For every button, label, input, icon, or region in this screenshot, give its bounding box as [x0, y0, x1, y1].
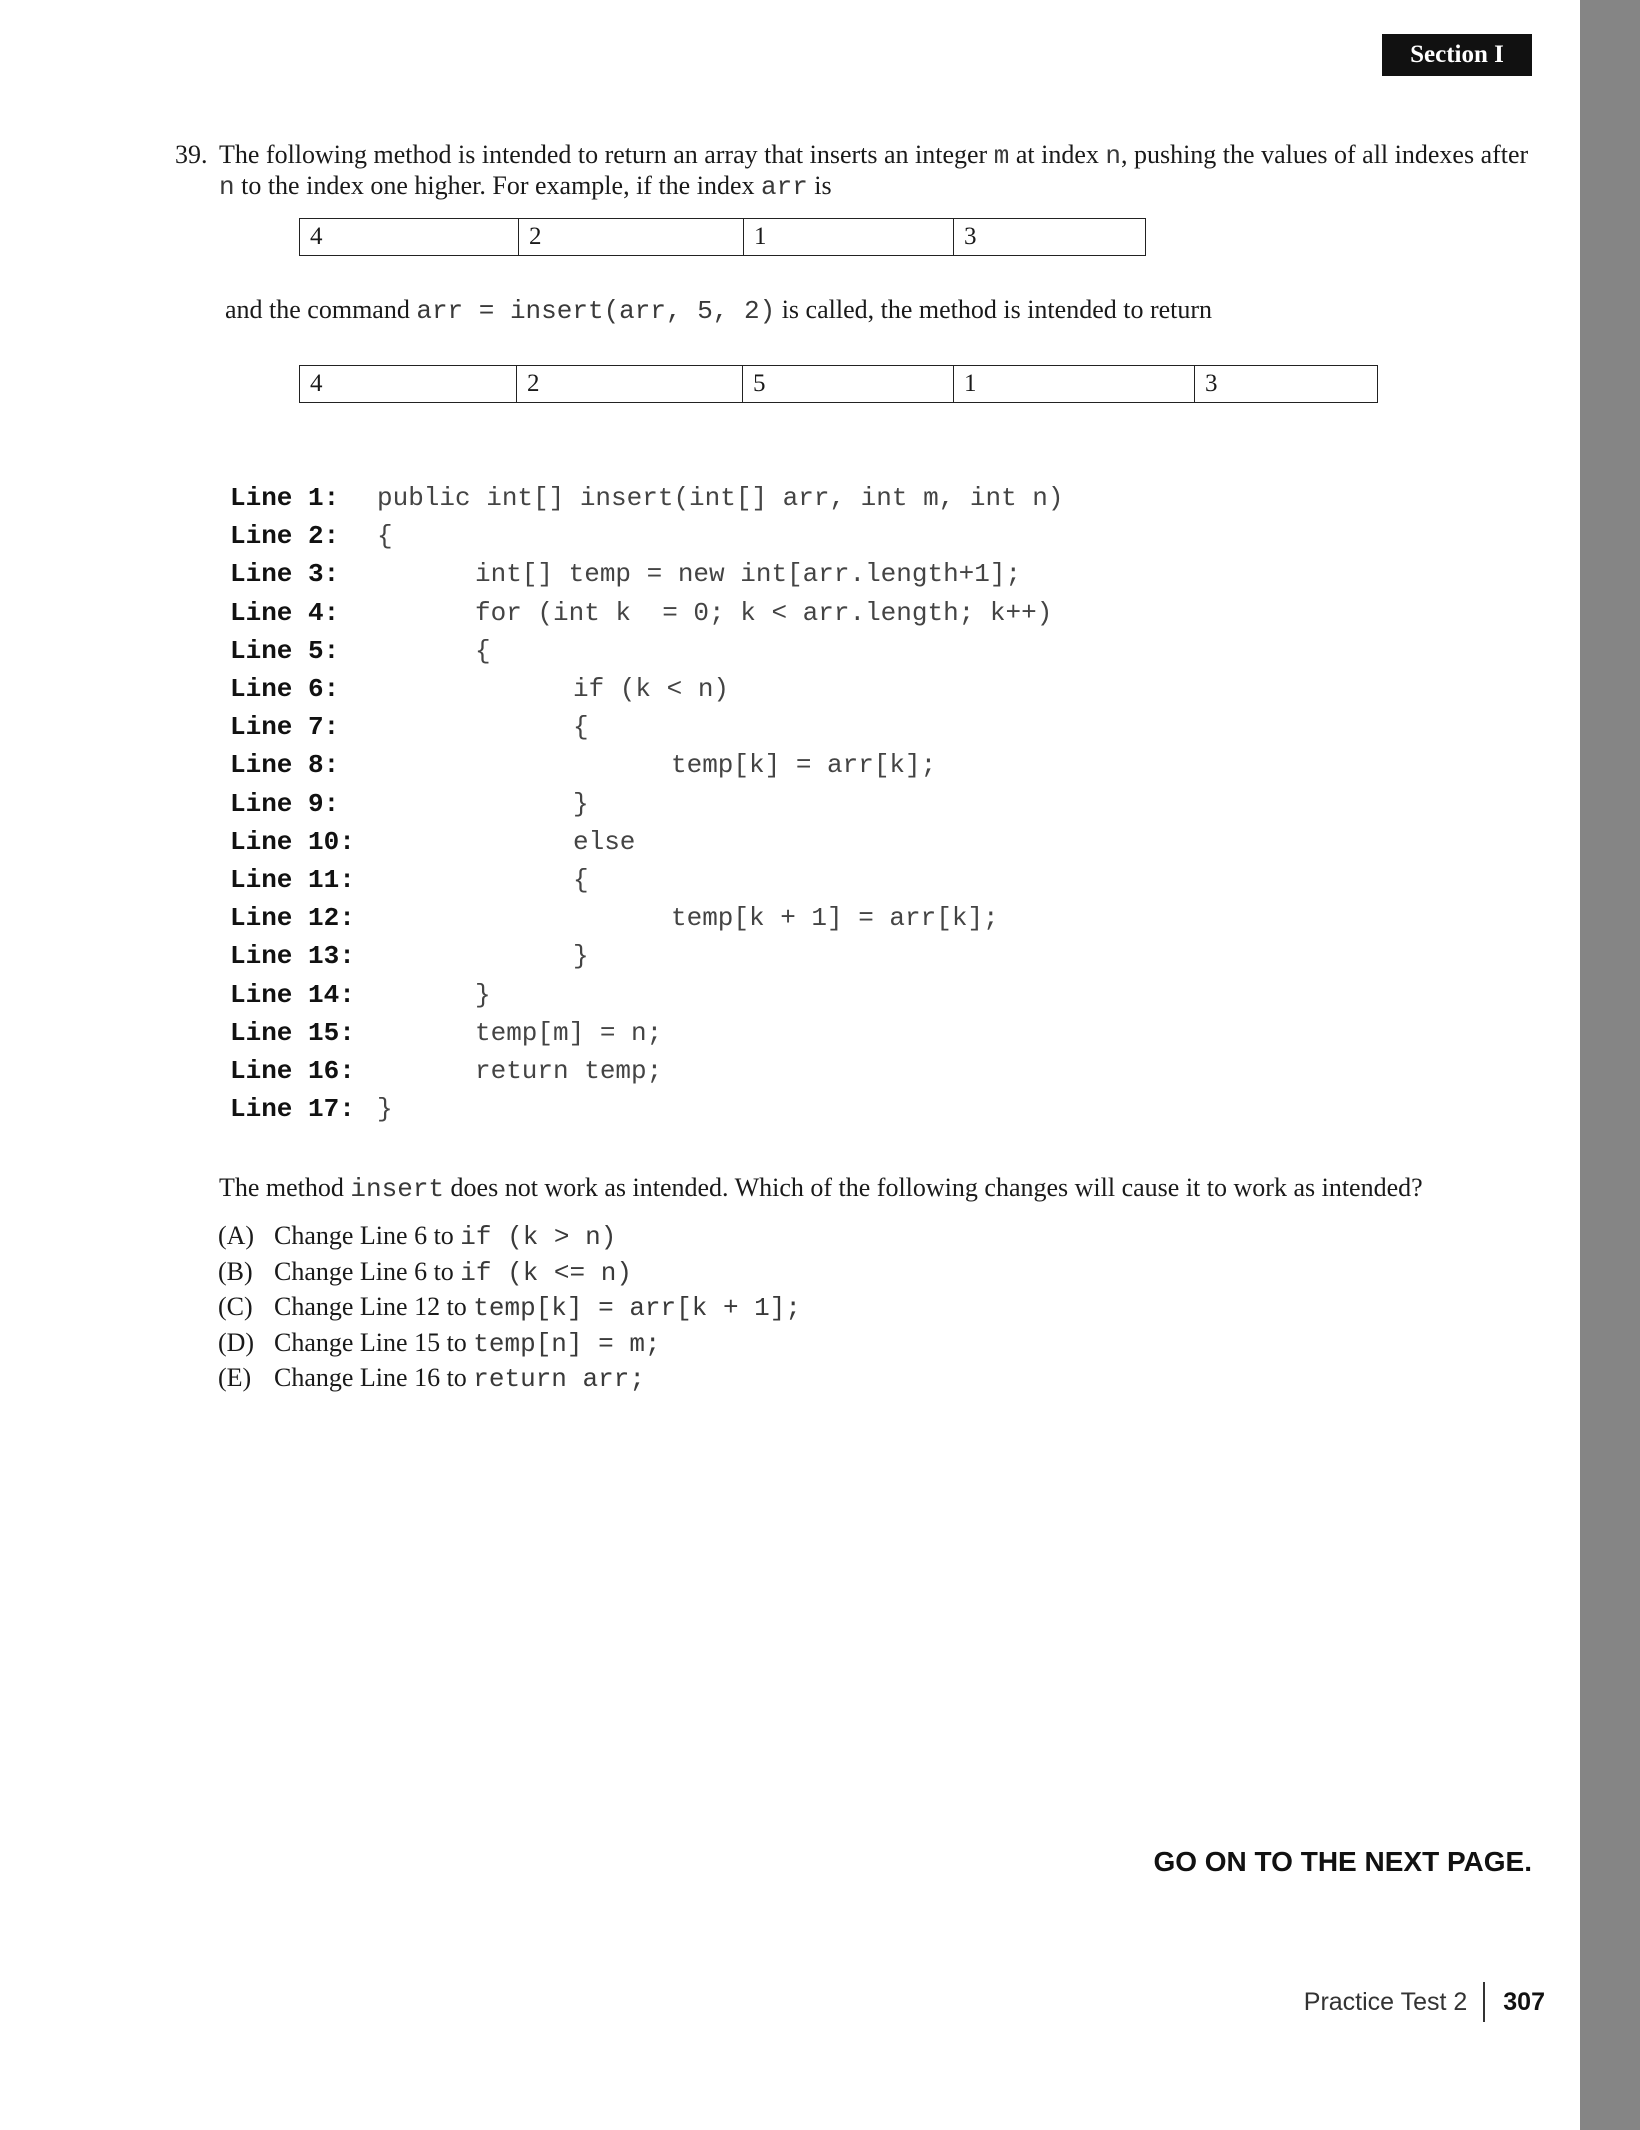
question-intro-line1: The following method is intended to return an array that inserts an integer m at index n, pushing the values of all indexes after: [219, 140, 1529, 171]
code-line-text: temp[k + 1] = arr[k];: [671, 903, 999, 934]
question-prompt: The method insert does not work as intended. Which of the following changes will cause it to work as intended?: [219, 1173, 1423, 1204]
code-line-text: }: [475, 979, 491, 1010]
footer-divider: [1483, 1982, 1485, 2022]
test-name: Practice Test 2: [1303, 1987, 1468, 2016]
code-line-text: {: [573, 712, 589, 743]
array-cell: 3: [953, 219, 1145, 255]
array-cell: 5: [742, 366, 953, 402]
choice-code: temp[k] = arr[k + 1];: [473, 1293, 801, 1323]
page-footer: [1304, 1982, 1545, 2022]
choice-text: Change Line 12 to: [274, 1292, 474, 1321]
code-line-label: Line 5:: [230, 635, 340, 666]
choice-text: Change Line 16 to: [274, 1363, 474, 1392]
choice-code: return arr;: [473, 1364, 645, 1394]
code-line-label: Line 15:: [230, 1017, 355, 1048]
answer-choice: [218, 1360, 645, 1397]
section-label: Section I: [1382, 34, 1532, 76]
answer-choice: [218, 1325, 661, 1362]
array-before: [299, 218, 1146, 256]
code-line-text: temp[m] = n;: [475, 1017, 663, 1048]
code-line-text: public int[] insert(int[] arr, int m, int n): [377, 483, 1064, 513]
choice-letter: (E): [218, 1363, 252, 1392]
choice-text: Change Line 6 to: [274, 1256, 461, 1286]
array-cell: 1: [743, 219, 953, 255]
page-edge-bar: [1580, 0, 1640, 2130]
question-intro-line2: n to the index one higher. For example, if the index arr is: [219, 171, 832, 202]
code-line-label: Line 10:: [230, 826, 355, 857]
page-number: 307: [1503, 1987, 1545, 2016]
code-line-label: Line 13:: [230, 941, 355, 972]
code-line-text: for (int k = 0; k < arr.length; k++): [475, 597, 1053, 628]
code-line-label: Line 14:: [230, 979, 355, 1010]
code-line-label: Line 2:: [230, 521, 340, 552]
code-line-label: Line 11:: [230, 865, 355, 895]
array-cell: 3: [1194, 366, 1377, 402]
array-after: [299, 365, 1378, 403]
code-line-text: temp[k] = arr[k];: [671, 750, 937, 781]
code-line-text: return temp;: [475, 1056, 663, 1086]
choice-code: if (k <= n): [460, 1257, 632, 1288]
code-line-label: Line 8:: [230, 750, 340, 781]
question-number: 39.: [175, 140, 208, 169]
code-line-text: }: [573, 788, 589, 819]
code-line-text: {: [377, 521, 393, 552]
answer-choice: [218, 1218, 616, 1255]
answer-choice: [218, 1254, 632, 1291]
code-line-text: else: [573, 826, 636, 857]
code-line-text: }: [573, 941, 589, 972]
choice-text: Change Line 6 to: [274, 1221, 461, 1250]
array-cell: 4: [310, 223, 323, 250]
code-line-label: Line 12:: [230, 903, 355, 934]
code-line-label: Line 1:: [230, 483, 340, 513]
choice-text: Change Line 15 to: [274, 1327, 474, 1357]
array-cell: 4: [310, 370, 323, 397]
go-on-instruction: GO ON TO THE NEXT PAGE.: [1153, 1846, 1532, 1877]
choice-letter: (C): [218, 1292, 253, 1321]
code-line-text: int[] temp = new int[arr.length+1];: [475, 559, 1022, 590]
code-line-label: Line 4:: [230, 597, 340, 628]
choice-letter: (A): [218, 1221, 255, 1250]
code-line-label: Line 7:: [230, 712, 340, 743]
code-line-text: if (k < n): [573, 674, 730, 704]
array-cell: 2: [518, 219, 743, 255]
code-line-text: }: [377, 1094, 393, 1125]
choice-code: temp[n] = m;: [473, 1328, 661, 1359]
choice-letter: (B): [218, 1256, 253, 1286]
choice-letter: (D): [218, 1327, 255, 1357]
array-cell: 2: [516, 366, 742, 402]
code-line-label: Line 3:: [230, 559, 340, 590]
code-line-text: {: [475, 635, 491, 666]
code-line-label: Line 16:: [230, 1056, 355, 1086]
command-sentence: and the command arr = insert(arr, 5, 2) is called, the method is intended to return: [225, 295, 1213, 326]
code-line-label: Line 6:: [230, 674, 340, 704]
code-line-label: Line 9:: [230, 788, 340, 819]
answer-choice: [218, 1289, 801, 1326]
choice-code: if (k > n): [460, 1222, 617, 1252]
code-line-label: Line 17:: [230, 1094, 355, 1125]
code-line-text: {: [573, 865, 589, 895]
array-cell: 1: [953, 366, 1194, 402]
